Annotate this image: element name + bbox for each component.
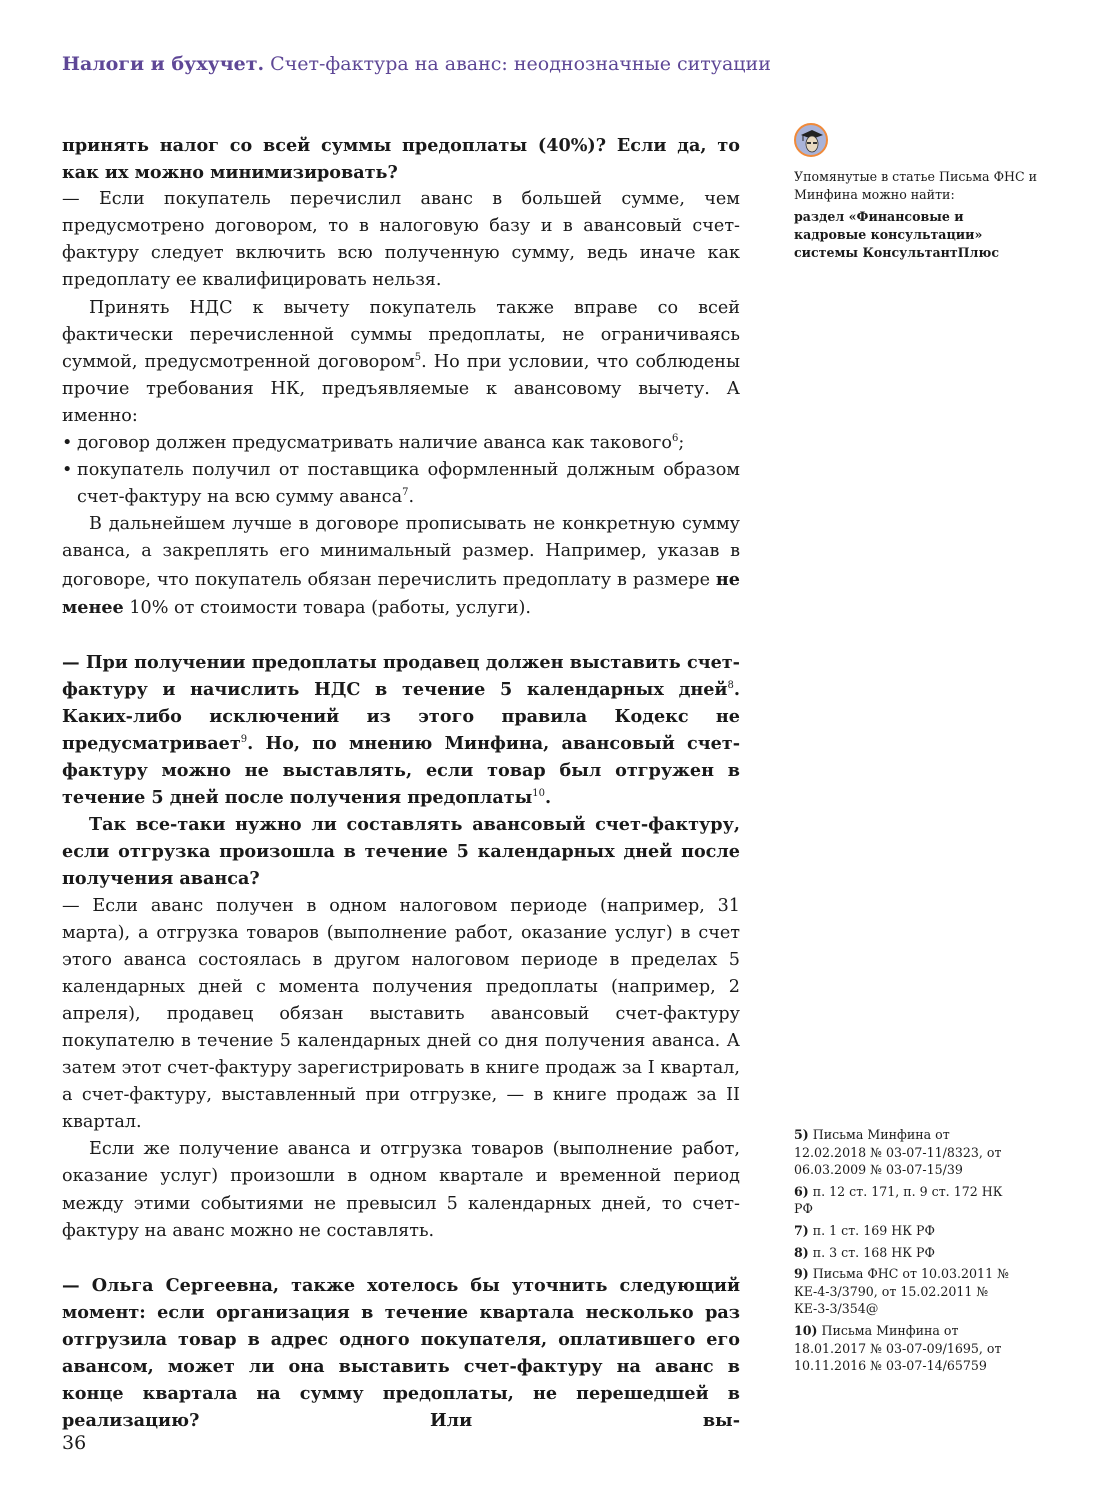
text: покупатель получил от поставщика оформленный должным образом счет-фактуру на всю сумму аванса	[77, 460, 740, 508]
text: В дальнейшем лучше в договоре прописывать не конкретную сумму аванса, а закреплять его минимальный размер. Например, указав в договоре, что покупатель обязан перечислить предоплату в размере	[62, 514, 740, 590]
footnote-number: 7)	[794, 1222, 809, 1238]
footnote-ref: 5	[414, 351, 422, 363]
answer-paragraph: — Если аванс получен в одном налоговом периоде (например, 31 марта), а отгрузка товаров (выполнение работ, оказание услуг) в счет этого аванса состоялась в другом налоговом периоде в пределах 5 календарных дней с момента получения предоплаты (например, 2 апреля), продавец обязан выставить авансовый счет-фактуру покупателю в течение 5 календарных дней со дня получения аванса. А затем этот счет-фактуру зарегистрировать в книге продаж за I квартал, а счет-фактуру, выставленный при отгрузке, — в книге продаж за II квартал.	[62, 895, 740, 1133]
footnote-ref: 6	[671, 433, 679, 445]
paragraph: Если же получение аванса и отгрузка товаров (выполнение работ, оказание услуг) произошли в одном квартале и временной период между этими событиями не превысил 5 календарных дней, то счет-фактуру на аванс можно не составлять.	[62, 1139, 740, 1241]
footnote	[794, 1244, 1009, 1262]
footnote-number: 9)	[794, 1266, 809, 1282]
footnote-text: Письма Минфина от 12.02.2018 № 03-07-11/8323, от 06.03.2009 № 03-07-15/39	[794, 1127, 1002, 1178]
footnotes	[794, 1126, 1009, 1379]
footnote-ref: 9	[240, 734, 248, 746]
expert-avatar-icon	[794, 123, 828, 157]
footnote-ref: 8	[727, 679, 734, 691]
answer-paragraph: — Если покупатель перечислил аванс в большей сумме, чем предусмотрено договором, то в налоговую базу и в авансовый счет-фактуру следует включить всю полученную сумму, ведь иначе как предоплату ее квалифицировать нельзя.	[62, 189, 740, 291]
text: . Но, по мнению Минфина, авансовый счет-фактуру можно не выставлять, если товар был отгружен в течение 5 дней после получения предоплаты	[62, 732, 740, 809]
footnote	[794, 1222, 1009, 1240]
text: . Каких-либо исключений из этого правила Кодекс не предусматривает	[62, 678, 740, 754]
text: . Но при условии, что соблюдены прочие требования НК, предъявляемые к авансовому вычету. А именно:	[62, 351, 740, 426]
text: — При получении предоплаты продавец должен выставить счет-фактуру и начислить НДС в течение 5 календарных дней	[62, 651, 740, 700]
text: договор должен предусматривать наличие аванса как такового	[77, 433, 672, 454]
question: Так все-таки нужно ли составлять авансовый счет-фактуру, если отгрузка произошла в течение 5 календарных дней после получения аванса?	[62, 814, 740, 890]
article-body	[62, 132, 740, 1434]
text: .	[408, 487, 415, 508]
paragraph	[62, 295, 740, 430]
emphasis: не менее	[62, 568, 740, 618]
text: .	[545, 787, 552, 809]
sidebar-source: раздел «Финансовые и кадровые консультации» системы КонсультантПлюс	[794, 209, 1000, 260]
page-number: 36	[62, 1432, 87, 1454]
section-label: Налоги и бухучет.	[62, 53, 265, 75]
footnote-text: Письма Минфина от 18.01.2017 № 03-07-09/1695, от 10.11.2016 № 03-07-14/65759	[794, 1322, 1002, 1374]
bullet-item	[62, 457, 740, 511]
footnote-ref: 7	[402, 487, 409, 499]
footnote	[794, 1322, 1009, 1375]
paragraph	[62, 511, 740, 621]
text: ;	[678, 433, 685, 454]
text: Принять НДС к вычету покупатель также вправе со всей фактически перечисленной суммы предоплаты, не ограничиваясь суммой, предусмотренной договором	[62, 297, 740, 372]
footnote-number: 6)	[794, 1183, 809, 1199]
bullet-item	[62, 430, 740, 457]
footnote	[794, 1265, 1009, 1318]
footnote-text: Письма ФНС от 10.03.2011 № КЕ-4-3/3790, от 15.02.2011 № КЕ-3-3/354@	[794, 1266, 1009, 1317]
sidebar-note	[794, 168, 1094, 262]
footnote-text: п. 3 ст. 168 НК РФ	[812, 1244, 935, 1260]
footnote	[794, 1126, 1009, 1179]
footnote-number: 5)	[794, 1127, 809, 1142]
footnote-number: 10)	[794, 1322, 818, 1338]
question: — Ольга Сергеевна, также хотелось бы уточнить следующий момент: если организация в течение квартала несколько раз отгрузила товар в адрес одного покупателя, оплатившего его авансом, может ли она выставить счет-фактуру на аванс в конце квартала на сумму предоплаты, не перешедшей в реализацию? Или вы-	[62, 1274, 740, 1432]
text: 10% от стоимости товара (работы, услуги).	[123, 597, 531, 618]
footnote-ref: 10	[532, 788, 545, 800]
sidebar-intro: Упомянутые в статье Письма ФНС и Минфина можно найти:	[794, 169, 1038, 202]
footnote-text: п. 12 ст. 171, п. 9 ст. 172 НК РФ	[794, 1183, 1003, 1217]
footnote	[794, 1183, 1009, 1218]
running-header	[62, 53, 771, 75]
question	[62, 649, 740, 812]
footnote-number: 8)	[794, 1244, 809, 1260]
question: принять налог со всей суммы предоплаты (40%)? Если да, то как их можно минимизировать?	[62, 135, 740, 184]
footnote-text: п. 1 ст. 169 НК РФ	[812, 1222, 935, 1238]
article-title: Счет-фактура на аванс: неоднозначные ситуации	[270, 53, 771, 75]
